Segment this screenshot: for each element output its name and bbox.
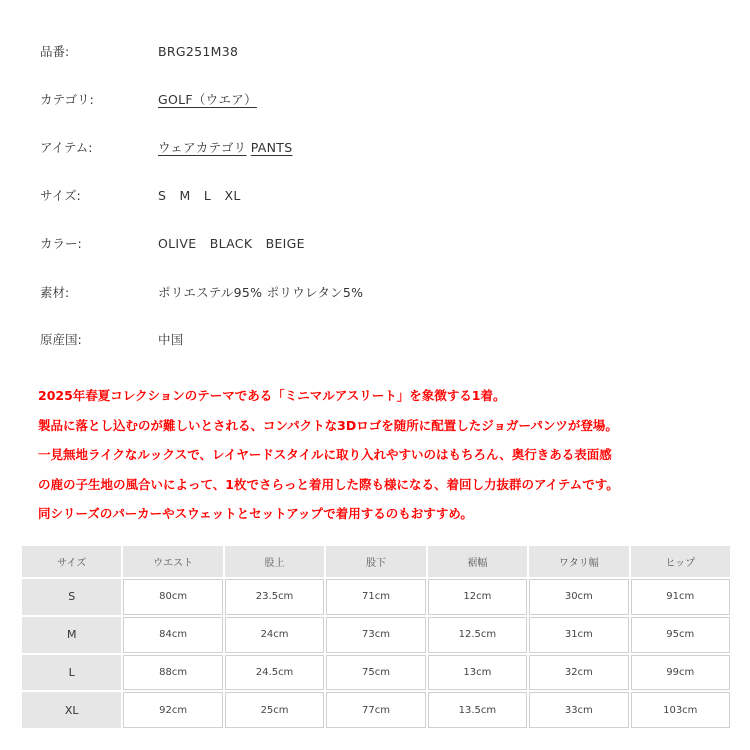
color-option: BEIGE [265,236,305,251]
spec-value: ポリエステル95% ポリウレタン5% [158,285,364,300]
table-cell: 13.5cm [428,692,527,728]
spec-label: カラー: [40,236,82,251]
size-option: M [179,188,191,203]
table-cell: 24.5cm [225,655,324,691]
table-cell: 73cm [326,617,425,653]
table-cell: 99cm [631,655,730,691]
size-option: L [203,188,212,203]
column-header: ウエスト [123,546,222,577]
description-line: 製品に落とし込むのが難しいとされる、コンパクトな3Dロゴを随所に配置したジョガーパンツが登場。 [38,417,618,433]
table-row [22,579,730,615]
column-header: サイズ [22,546,121,577]
spec-value [158,90,257,110]
spec-value [158,138,292,158]
table-cell: 31cm [529,617,628,653]
description-line: 同シリーズのパーカーやスウェットとセットアップで着用するのもおすすめ。 [38,506,473,522]
table-cell: 13cm [428,655,527,691]
description-line: 2025年春夏コレクションのテーマである「ミニマルアスリート」を象徴する1着。 [38,388,506,403]
table-cell: 84cm [123,617,222,653]
product-description [38,381,738,529]
spec-label: カテゴリ: [40,92,94,107]
table-cell: 77cm [326,692,425,728]
table-cell: 80cm [123,579,222,615]
size-option: XL [224,188,241,203]
spec-label: 品番: [40,44,70,59]
color-option: OLIVE [158,236,197,251]
size-chart-table [20,544,732,730]
table-cell: 23.5cm [225,579,324,615]
column-header: 裾幅 [428,546,527,577]
table-cell: 103cm [631,692,730,728]
pants-link[interactable]: PANTS [250,140,293,155]
spec-label: 原産国: [40,332,82,347]
size-cell: XL [22,692,121,728]
table-row [22,692,730,728]
size-option: S [158,188,167,203]
spec-label: アイテム: [40,140,93,155]
spec-value [158,234,314,254]
column-header: 股下 [326,546,425,577]
table-cell: 92cm [123,692,222,728]
column-header: ワタリ幅 [529,546,628,577]
table-cell: 88cm [123,655,222,691]
column-header: 股上 [225,546,324,577]
table-cell: 71cm [326,579,425,615]
description-line: 一見無地ライクなルックスで、レイヤードスタイルに取り入れやすいのはもちろん、奥行きある表面感 [38,447,612,463]
description-line: の鹿の子生地の風合いによって、1枚でさらっと着用した際も様になる、着回し力抜群のアイテムです。 [38,476,619,492]
table-cell: 12cm [428,579,527,615]
size-cell: M [22,617,121,653]
table-cell: 24cm [225,617,324,653]
table-cell: 30cm [529,579,628,615]
column-header: ヒップ [631,546,730,577]
table-cell: 75cm [326,655,425,691]
table-cell: 25cm [225,692,324,728]
size-cell: L [22,655,121,691]
category-link[interactable]: GOLF（ウエア） [158,92,257,107]
table-cell: 12.5cm [428,617,527,653]
table-row [22,617,730,653]
spec-value [158,186,250,206]
wear-category-link[interactable]: ウェアカテゴリ [158,140,247,155]
table-cell: 33cm [529,692,628,728]
table-cell: 91cm [631,579,730,615]
size-cell: S [22,579,121,615]
spec-value: 中国 [158,332,184,347]
table-header-row [22,546,730,577]
table-cell: 95cm [631,617,730,653]
spec-value: BRG251M38 [158,44,239,59]
spec-label: サイズ: [40,188,81,203]
spec-label: 素材: [40,285,70,300]
table-row [22,655,730,691]
table-cell: 32cm [529,655,628,691]
color-option: BLACK [209,236,253,251]
